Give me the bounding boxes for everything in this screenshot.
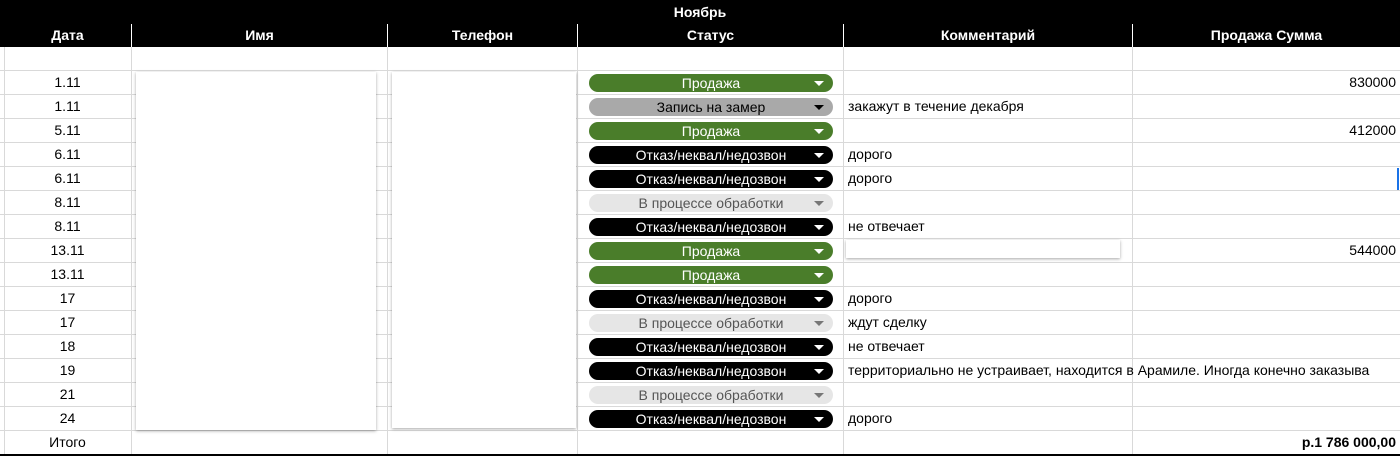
- comment-cell[interactable]: дорого: [844, 143, 1133, 166]
- status-cell[interactable]: [578, 143, 844, 166]
- chevron-down-icon[interactable]: [814, 129, 824, 134]
- date-cell[interactable]: 6.11: [4, 167, 132, 190]
- status-label: Отказ/неквал/недозвон: [635, 291, 787, 307]
- status-dropdown[interactable]: [589, 314, 833, 332]
- date-cell[interactable]: 17: [4, 287, 132, 310]
- sum-cell[interactable]: [1133, 407, 1400, 430]
- status-cell[interactable]: [578, 191, 844, 214]
- selection-marker: [1397, 168, 1399, 190]
- status-dropdown[interactable]: [589, 98, 833, 116]
- date-cell[interactable]: 19: [4, 359, 132, 382]
- sum-cell[interactable]: [1133, 263, 1400, 286]
- sum-cell[interactable]: 544000: [1349, 242, 1396, 258]
- empty-cell[interactable]: [578, 431, 844, 454]
- sheet-title: Ноябрь: [0, 0, 1400, 24]
- date-cell[interactable]: 13.11: [4, 239, 132, 262]
- status-label: Продажа: [681, 123, 741, 139]
- sum-cell[interactable]: [1133, 143, 1400, 166]
- chevron-down-icon[interactable]: [814, 393, 824, 398]
- empty-cell[interactable]: [844, 431, 1133, 454]
- status-dropdown[interactable]: [589, 146, 833, 164]
- sum-cell[interactable]: [1133, 335, 1400, 358]
- status-label: Отказ/неквал/недозвон: [635, 363, 787, 379]
- comment-cell[interactable]: территориально не устраивает, находится в Арамиле. Иногда конечно заказыва: [844, 359, 1133, 382]
- chevron-down-icon[interactable]: [814, 81, 824, 86]
- comment-cell[interactable]: не отвечает: [844, 335, 1133, 358]
- status-label: В процессе обработки: [638, 315, 784, 331]
- status-label: Запись на замер: [656, 99, 766, 115]
- status-label: Отказ/неквал/недозвон: [635, 411, 787, 427]
- chevron-down-icon[interactable]: [814, 225, 824, 230]
- date-cell[interactable]: 5.11: [4, 119, 132, 142]
- chevron-down-icon[interactable]: [814, 273, 824, 278]
- date-cell[interactable]: 18: [4, 335, 132, 358]
- phone-column-overlay: [392, 72, 576, 428]
- sum-cell[interactable]: [1133, 311, 1400, 334]
- total-sum[interactable]: р.1 786 000,00: [1301, 434, 1396, 450]
- chevron-down-icon[interactable]: [814, 345, 824, 350]
- chevron-down-icon[interactable]: [814, 177, 824, 182]
- status-cell[interactable]: [578, 167, 844, 190]
- status-cell[interactable]: [578, 383, 844, 406]
- empty-cell[interactable]: [132, 431, 388, 454]
- name-cell[interactable]: [132, 47, 388, 70]
- empty-cell[interactable]: [388, 431, 578, 454]
- chevron-down-icon[interactable]: [814, 249, 824, 254]
- header-name[interactable]: Имя: [132, 24, 388, 47]
- status-label: Продажа: [681, 243, 741, 259]
- chevron-down-icon[interactable]: [814, 321, 824, 326]
- status-cell[interactable]: [578, 119, 844, 142]
- chevron-down-icon[interactable]: [814, 201, 824, 206]
- chevron-down-icon[interactable]: [814, 105, 824, 110]
- sum-cell[interactable]: 412000: [1349, 122, 1396, 138]
- chevron-down-icon[interactable]: [814, 297, 824, 302]
- status-dropdown[interactable]: [589, 218, 833, 236]
- chevron-down-icon[interactable]: [814, 369, 824, 374]
- comment-cell[interactable]: [844, 383, 1133, 406]
- comment-cell[interactable]: [844, 119, 1133, 142]
- chevron-down-icon[interactable]: [814, 153, 824, 158]
- header-comment[interactable]: Комментарий: [844, 24, 1133, 47]
- status-cell[interactable]: [578, 407, 844, 430]
- status-label: В процессе обработки: [638, 195, 784, 211]
- status-label: Продажа: [681, 267, 741, 283]
- comment-overlay: [846, 240, 1120, 258]
- sum-cell[interactable]: [1133, 215, 1400, 238]
- date-cell[interactable]: 8.11: [4, 215, 132, 238]
- sum-cell[interactable]: [1133, 95, 1400, 118]
- sum-cell[interactable]: [1133, 191, 1400, 214]
- status-dropdown[interactable]: [589, 122, 833, 140]
- comment-cell[interactable]: [844, 71, 1133, 94]
- status-dropdown[interactable]: [589, 410, 833, 428]
- comment-cell[interactable]: дорого: [844, 287, 1133, 310]
- sum-cell[interactable]: [1133, 47, 1400, 70]
- status-dropdown[interactable]: [589, 290, 833, 308]
- status-cell[interactable]: [578, 47, 844, 70]
- comment-cell[interactable]: дорого: [844, 167, 1133, 190]
- header-status[interactable]: Статус: [578, 24, 844, 47]
- status-label: Отказ/неквал/недозвон: [635, 147, 787, 163]
- comment-cell[interactable]: [844, 263, 1133, 286]
- comment-cell[interactable]: закажут в течение декабря: [844, 95, 1133, 118]
- header-sum[interactable]: Продажа Сумма: [1210, 27, 1323, 43]
- date-cell[interactable]: 1.11: [4, 71, 132, 94]
- status-dropdown[interactable]: [589, 362, 833, 380]
- sum-cell[interactable]: [1133, 359, 1400, 382]
- status-cell[interactable]: [578, 287, 844, 310]
- status-cell[interactable]: [578, 95, 844, 118]
- status-dropdown[interactable]: [589, 170, 833, 188]
- status-dropdown[interactable]: [589, 386, 833, 404]
- sum-cell[interactable]: [1133, 383, 1400, 406]
- date-cell[interactable]: 21: [4, 383, 132, 406]
- phone-cell[interactable]: [388, 47, 578, 70]
- status-cell[interactable]: [578, 215, 844, 238]
- status-cell[interactable]: [578, 311, 844, 334]
- header-phone[interactable]: Телефон: [388, 24, 578, 47]
- status-cell[interactable]: [578, 335, 844, 358]
- status-dropdown[interactable]: [589, 338, 833, 356]
- date-cell[interactable]: 17: [4, 311, 132, 334]
- table-row: [0, 47, 1400, 71]
- status-dropdown[interactable]: [589, 266, 833, 284]
- status-cell[interactable]: [578, 239, 844, 262]
- total-row: [0, 431, 1400, 455]
- total-label[interactable]: Итого: [4, 431, 132, 454]
- status-cell[interactable]: [578, 263, 844, 286]
- comment-cell[interactable]: не отвечает: [844, 215, 1133, 238]
- status-cell[interactable]: [578, 359, 844, 382]
- sum-cell[interactable]: 830000: [1349, 74, 1396, 90]
- status-label: Отказ/неквал/недозвон: [635, 339, 787, 355]
- status-dropdown[interactable]: [589, 74, 833, 92]
- name-column-overlay: [136, 72, 376, 430]
- comment-cell[interactable]: [844, 47, 1133, 70]
- status-label: Отказ/неквал/недозвон: [635, 219, 787, 235]
- comment-cell[interactable]: [844, 191, 1133, 214]
- status-label: Продажа: [681, 75, 741, 91]
- status-dropdown[interactable]: [589, 242, 833, 260]
- sum-cell[interactable]: [1133, 287, 1400, 310]
- header-row: [0, 24, 1400, 47]
- status-cell[interactable]: [578, 71, 844, 94]
- date-cell[interactable]: [4, 47, 132, 70]
- status-label: Отказ/неквал/недозвон: [635, 171, 787, 187]
- sum-cell[interactable]: [1133, 167, 1400, 190]
- date-cell[interactable]: 6.11: [4, 143, 132, 166]
- chevron-down-icon[interactable]: [814, 417, 824, 422]
- comment-cell[interactable]: дорого: [844, 407, 1133, 430]
- status-dropdown[interactable]: [589, 194, 833, 212]
- status-label: В процессе обработки: [638, 387, 784, 403]
- date-cell[interactable]: 24: [4, 407, 132, 430]
- comment-cell[interactable]: ждут сделку: [844, 311, 1133, 334]
- date-cell[interactable]: 1.11: [4, 95, 132, 118]
- date-cell[interactable]: 8.11: [4, 191, 132, 214]
- header-date[interactable]: Дата: [4, 24, 132, 47]
- date-cell[interactable]: 13.11: [4, 263, 132, 286]
